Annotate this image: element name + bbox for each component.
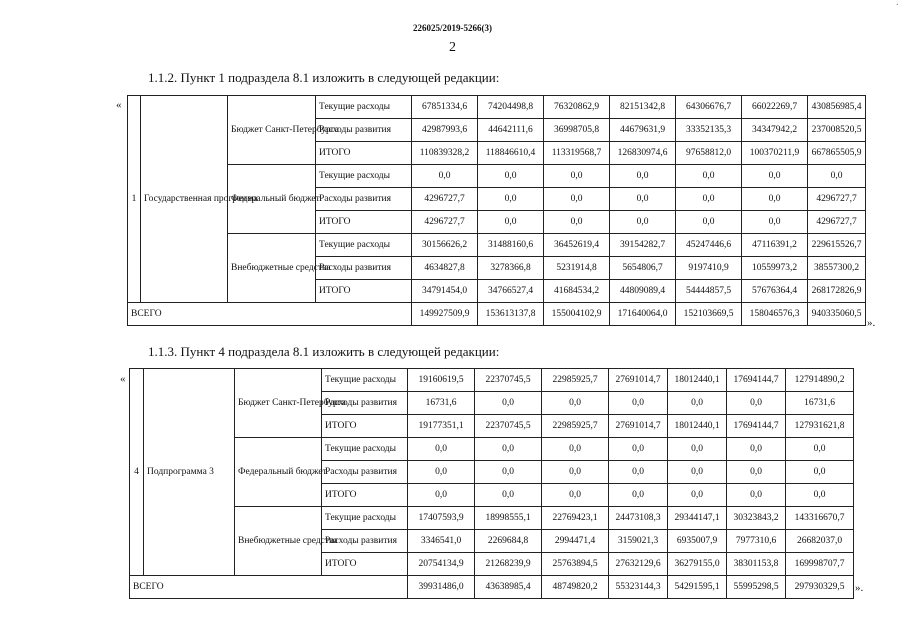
value-cell: 5654806,7 (610, 257, 676, 280)
value-cell: 67851334,6 (412, 96, 478, 119)
value-cell: 74204498,8 (478, 96, 544, 119)
value-cell: 36998705,8 (544, 119, 610, 142)
value-cell: 0,0 (609, 438, 668, 461)
value-cell: 0,0 (478, 165, 544, 188)
value-cell: 3159021,3 (609, 530, 668, 553)
value-cell: 667865505,9 (808, 142, 866, 165)
expense-type-cell: ИТОГО (316, 280, 412, 303)
value-cell: 0,0 (610, 165, 676, 188)
value-cell: 82151342,8 (610, 96, 676, 119)
value-cell: 38557300,2 (808, 257, 866, 280)
expense-type-cell: ИТОГО (316, 142, 412, 165)
value-cell: 0,0 (609, 484, 668, 507)
value-cell: 44642111,6 (478, 119, 544, 142)
value-cell: 3346541,0 (408, 530, 475, 553)
value-cell: 169998707,7 (786, 553, 854, 576)
value-cell: 42987993,6 (412, 119, 478, 142)
value-cell: 127931621,8 (786, 415, 854, 438)
value-cell: 22985925,7 (542, 415, 609, 438)
value-cell: 0,0 (408, 484, 475, 507)
value-cell: 20754134,9 (408, 553, 475, 576)
value-cell: 0,0 (727, 438, 786, 461)
value-cell: 34347942,2 (742, 119, 808, 142)
value-cell: 24473108,3 (609, 507, 668, 530)
value-cell: 54444857,5 (676, 280, 742, 303)
section-1-title: 1.1.2. Пункт 1 подраздела 8.1 изложить в следующей редакции: (148, 70, 500, 85)
value-cell: 0,0 (475, 461, 542, 484)
value-cell: 30323843,2 (727, 507, 786, 530)
expense-type-cell: ИТОГО (322, 484, 408, 507)
section-2-title: 1.1.3. Пункт 4 подраздела 8.1 изложить в следующей редакции: (148, 344, 500, 359)
funding-source-cell: Федеральный бюджет (235, 438, 322, 507)
table-row (130, 369, 854, 392)
value-cell: 100370211,9 (742, 142, 808, 165)
value-cell: 17407593,9 (408, 507, 475, 530)
value-cell: 268172826,9 (808, 280, 866, 303)
table-row (128, 234, 866, 257)
value-cell: 118846610,4 (478, 142, 544, 165)
value-cell: 34791454,0 (412, 280, 478, 303)
row-number-cell: 1 (128, 96, 141, 303)
total-label-cell: ВСЕГО (128, 303, 412, 326)
value-cell: 18012440,1 (668, 369, 727, 392)
value-cell: 22985925,7 (542, 369, 609, 392)
value-cell: 26682037,0 (786, 530, 854, 553)
value-cell: 0,0 (408, 461, 475, 484)
row-number-cell: 4 (130, 369, 144, 576)
total-value-cell: 149927509,9 (412, 303, 478, 326)
total-row (128, 303, 866, 326)
value-cell: 10559973,2 (742, 257, 808, 280)
expense-type-cell: Текущие расходы (322, 438, 408, 461)
expense-type-cell: Расходы развития (322, 392, 408, 415)
value-cell: 0,0 (542, 392, 609, 415)
funding-source-cell: Бюджет Санкт-Петербурга (228, 96, 316, 165)
expense-type-cell: Расходы развития (316, 188, 412, 211)
value-cell: 19177351,1 (408, 415, 475, 438)
value-cell: 0,0 (475, 438, 542, 461)
value-cell: 0,0 (475, 392, 542, 415)
funding-source-cell: Внебюджетные средства (228, 234, 316, 303)
value-cell: 0,0 (742, 211, 808, 234)
value-cell: 0,0 (475, 484, 542, 507)
value-cell: 0,0 (542, 438, 609, 461)
program-name-cell: Государственная программа (141, 96, 228, 303)
value-cell: 5231914,8 (544, 257, 610, 280)
value-cell: 31488160,6 (478, 234, 544, 257)
value-cell: 0,0 (668, 484, 727, 507)
value-cell: 0,0 (544, 211, 610, 234)
value-cell: 0,0 (676, 165, 742, 188)
value-cell: 22370745,5 (475, 369, 542, 392)
value-cell: 0,0 (542, 484, 609, 507)
page-number: 2 (449, 40, 456, 55)
value-cell: 0,0 (610, 211, 676, 234)
value-cell: 33352135,3 (676, 119, 742, 142)
total-value-cell: 158046576,3 (742, 303, 808, 326)
value-cell: 27691014,7 (609, 369, 668, 392)
funding-source-cell: Федеральный бюджет (228, 165, 316, 234)
value-cell: 0,0 (727, 461, 786, 484)
value-cell: 6935007,9 (668, 530, 727, 553)
value-cell: 0,0 (786, 438, 854, 461)
value-cell: 0,0 (609, 461, 668, 484)
value-cell: 38301153,8 (727, 553, 786, 576)
value-cell: 4296727,7 (808, 188, 866, 211)
value-cell: 0,0 (786, 461, 854, 484)
value-cell: 17694144,7 (727, 369, 786, 392)
value-cell: 36452619,4 (544, 234, 610, 257)
value-cell: 0,0 (412, 165, 478, 188)
value-cell: 18012440,1 (668, 415, 727, 438)
table-row (128, 165, 866, 188)
value-cell: 0,0 (478, 211, 544, 234)
expense-type-cell: Расходы развития (322, 530, 408, 553)
total-value-cell: 55323144,3 (609, 576, 668, 599)
value-cell: 47116391,2 (742, 234, 808, 257)
value-cell: 127914890,2 (786, 369, 854, 392)
value-cell: 25763894,5 (542, 553, 609, 576)
section-1-open-quote: « (116, 99, 122, 111)
total-value-cell: 48749820,2 (542, 576, 609, 599)
value-cell: 0,0 (808, 165, 866, 188)
value-cell: 0,0 (408, 438, 475, 461)
value-cell: 16731,6 (786, 392, 854, 415)
value-cell: 18998555,1 (475, 507, 542, 530)
value-cell: 45247446,6 (676, 234, 742, 257)
section-2-close-quote: ». (855, 582, 864, 594)
value-cell: 2994471,4 (542, 530, 609, 553)
value-cell: 41684534,2 (544, 280, 610, 303)
value-cell: 0,0 (609, 392, 668, 415)
total-value-cell: 940335060,5 (808, 303, 866, 326)
value-cell: 16731,6 (408, 392, 475, 415)
total-value-cell: 152103669,5 (676, 303, 742, 326)
funding-source-cell: Внебюджетные средства (235, 507, 322, 576)
value-cell: 0,0 (742, 165, 808, 188)
value-cell: 57676364,4 (742, 280, 808, 303)
table-row (130, 438, 854, 461)
expense-type-cell: Текущие расходы (322, 507, 408, 530)
value-cell: 0,0 (668, 438, 727, 461)
funding-source-cell: Бюджет Санкт-Петербурга (235, 369, 322, 438)
table-row (130, 507, 854, 530)
value-cell: 0,0 (478, 188, 544, 211)
value-cell: 4296727,7 (808, 211, 866, 234)
program-name-cell: Подпрограмма 3 (144, 369, 235, 576)
total-label-cell: ВСЕГО (130, 576, 408, 599)
document-number: 226025/2019-5266(3) (413, 23, 492, 33)
value-cell: 27632129,6 (609, 553, 668, 576)
value-cell: 0,0 (742, 188, 808, 211)
expense-type-cell: Расходы развития (316, 119, 412, 142)
value-cell: 22769423,1 (542, 507, 609, 530)
value-cell: 76320862,9 (544, 96, 610, 119)
expense-type-cell: Расходы развития (316, 257, 412, 280)
value-cell: 0,0 (544, 188, 610, 211)
value-cell: 17694144,7 (727, 415, 786, 438)
total-value-cell: 155004102,9 (544, 303, 610, 326)
expense-type-cell: Текущие расходы (316, 234, 412, 257)
value-cell: 4634827,8 (412, 257, 478, 280)
total-value-cell: 43638985,4 (475, 576, 542, 599)
total-value-cell: 39931486,0 (408, 576, 475, 599)
total-value-cell: 171640064,0 (610, 303, 676, 326)
section-2-open-quote: « (120, 373, 126, 385)
expense-type-cell: ИТОГО (316, 211, 412, 234)
value-cell: 0,0 (727, 392, 786, 415)
value-cell: 0,0 (727, 484, 786, 507)
value-cell: 0,0 (610, 188, 676, 211)
value-cell: 4296727,7 (412, 188, 478, 211)
value-cell: 29344147,1 (668, 507, 727, 530)
value-cell: 113319568,7 (544, 142, 610, 165)
value-cell: 34766527,4 (478, 280, 544, 303)
value-cell: 110839328,2 (412, 142, 478, 165)
expense-type-cell: Текущие расходы (316, 165, 412, 188)
value-cell: 39154282,7 (610, 234, 676, 257)
section-2-table (129, 368, 854, 599)
value-cell: 21268239,9 (475, 553, 542, 576)
value-cell: 3278366,8 (478, 257, 544, 280)
value-cell: 2269684,8 (475, 530, 542, 553)
expense-type-cell: Текущие расходы (316, 96, 412, 119)
total-value-cell: 297930329,5 (786, 576, 854, 599)
total-value-cell: 55995298,5 (727, 576, 786, 599)
value-cell: 30156626,2 (412, 234, 478, 257)
value-cell: 0,0 (786, 484, 854, 507)
total-value-cell: 54291595,1 (668, 576, 727, 599)
expense-type-cell: Текущие расходы (322, 369, 408, 392)
value-cell: 0,0 (668, 392, 727, 415)
value-cell: 126830974,6 (610, 142, 676, 165)
value-cell: 66022269,7 (742, 96, 808, 119)
value-cell: 7977310,6 (727, 530, 786, 553)
expense-type-cell: ИТОГО (322, 415, 408, 438)
value-cell: 143316670,7 (786, 507, 854, 530)
value-cell: 44679631,9 (610, 119, 676, 142)
value-cell: 430856985,4 (808, 96, 866, 119)
value-cell: 22370745,5 (475, 415, 542, 438)
value-cell: 9197410,9 (676, 257, 742, 280)
value-cell: 0,0 (668, 461, 727, 484)
value-cell: 237008520,5 (808, 119, 866, 142)
value-cell: 0,0 (676, 188, 742, 211)
corner-mark: · (895, 0, 899, 11)
value-cell: 4296727,7 (412, 211, 478, 234)
table-row (128, 96, 866, 119)
expense-type-cell: ИТОГО (322, 553, 408, 576)
expense-type-cell: Расходы развития (322, 461, 408, 484)
value-cell: 229615526,7 (808, 234, 866, 257)
value-cell: 64306676,7 (676, 96, 742, 119)
section-1-close-quote: ». (867, 317, 876, 329)
section-1-table (127, 95, 866, 326)
total-row (130, 576, 854, 599)
value-cell: 0,0 (544, 165, 610, 188)
value-cell: 19160619,5 (408, 369, 475, 392)
value-cell: 0,0 (542, 461, 609, 484)
total-value-cell: 153613137,8 (478, 303, 544, 326)
value-cell: 27691014,7 (609, 415, 668, 438)
value-cell: 44809089,4 (610, 280, 676, 303)
value-cell: 0,0 (676, 211, 742, 234)
value-cell: 97658812,0 (676, 142, 742, 165)
value-cell: 36279155,0 (668, 553, 727, 576)
